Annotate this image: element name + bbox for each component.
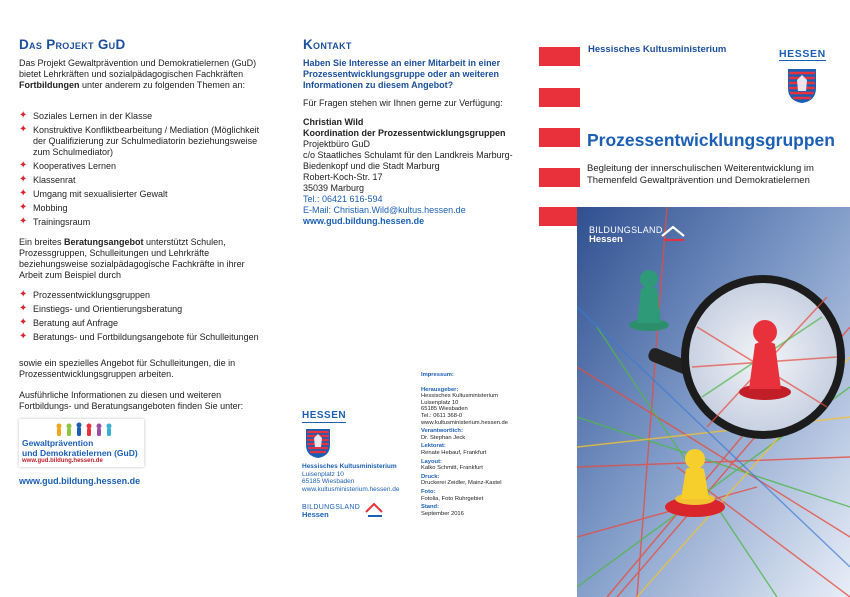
impressum-label: Foto: [421, 488, 436, 495]
contact-question: Haben Sie Interesse an einer Mitarbeit in einer Prozessentwicklungsgruppe oder an weiteren Informationen zu diesem Angebot? [303, 58, 501, 90]
contact-web-link[interactable]: www.gud.bildung.hessen.de [303, 216, 425, 226]
star-bullet-icon: ✦ [19, 289, 28, 300]
red-bar [539, 128, 580, 147]
brochure-subtitle: Begleitung der innerschulischen Weiterentwicklung im Themenfeld Gewaltprävention und Demokratielernen [587, 163, 814, 186]
bildungsland-arrow-icon [364, 500, 384, 520]
logo-line-1: Gewaltprävention [22, 438, 94, 448]
bl-line1: BILDUNGSLAND [589, 225, 663, 235]
impressum-label: Lektorat: [421, 443, 446, 450]
impressum-value: Fotolia, Foto Ruhrgebiet [421, 495, 484, 502]
list-item-text: Klassenrat [33, 175, 76, 185]
impressum-label: Stand: [421, 504, 440, 511]
gud-logo [19, 419, 144, 467]
star-bullet-icon: ✦ [19, 303, 28, 314]
list-item [19, 290, 269, 301]
impressum-value: Hessisches Kultusministerium [421, 393, 498, 400]
intro-bold: Fortbildungen [19, 80, 80, 90]
advice-text: Ein breites [19, 237, 65, 247]
advice-paragraph [19, 237, 269, 281]
star-bullet-icon: ✦ [19, 317, 28, 328]
impressum-value: Luisenplatz 10 [421, 399, 459, 406]
bildungsland-logo [589, 225, 663, 245]
contact-org: c/o Staatliches Schulamt für den Landkreis Marburg-Biedenkopf und die Stadt Marburg [303, 150, 513, 171]
contact-email-link[interactable]: E-Mail: Christian.Wild@kultus.hessen.de [303, 205, 466, 215]
contact-city: 35039 Marburg [303, 183, 365, 193]
star-bullet-icon: ✦ [19, 110, 28, 121]
impressum-title: Impressum: [421, 372, 454, 378]
impressum [421, 370, 531, 517]
hessen-logo [779, 44, 825, 104]
topic-list [19, 111, 269, 231]
project-title: Das Projekt GuD [19, 37, 126, 52]
impressum-value: 65185 Wiesbaden [421, 406, 468, 413]
list-item-text: Beratung auf Anfrage [33, 318, 119, 328]
impressum-label: Herausgeber: [421, 386, 459, 393]
footer-ministry: Hessisches Kultusministerium [302, 463, 397, 470]
list-item [19, 125, 269, 158]
list-item [19, 217, 269, 228]
footer-street: Luisenplatz 10 [302, 470, 344, 478]
impressum-value: Kalko Schmitt, Frankfurt [421, 465, 483, 472]
contact-name: Christian Wild [303, 117, 364, 127]
contact-address [303, 117, 528, 227]
gud-logo-url: www.gud.bildung.hessen.de [22, 458, 103, 464]
project-intro [19, 58, 264, 91]
star-bullet-icon: ✦ [19, 202, 28, 213]
list-item [19, 318, 269, 329]
panel-contact [280, 0, 532, 597]
list-item [19, 175, 269, 186]
list-item-text: Mobbing [33, 203, 68, 213]
bl-small-line1: BILDUNGSLAND [302, 504, 361, 512]
list-item [19, 332, 269, 343]
intro-text-end: unter anderem zu folgenden Themen an: [79, 80, 245, 90]
footer-web-link[interactable]: www.kultusministerium.hessen.de [302, 485, 400, 493]
list-item-text: Trainingsraum [33, 217, 91, 227]
impressum-label: Verantwortlich: [421, 428, 463, 435]
red-bar [539, 207, 577, 226]
hessen-wordmark: HESSEN [302, 410, 347, 421]
logo-line-2: und Demokratielernen (GuD) [22, 448, 138, 458]
advice-text-end: unterstützt Schulen, Prozessgruppen, Schulleitungen und Lehrkräfte beziehungsweise sozialpädagogische Fachkräfte in ihrer Arbeit zum Beispiel durch [19, 237, 245, 280]
cover-photo [577, 207, 850, 597]
list-item [19, 189, 269, 200]
hessen-coat-of-arms-icon [305, 428, 331, 459]
list-item-text: Beratungs- und Fortbildungsangebote für Schulleitungen [33, 332, 259, 342]
list-item-text: Kooperatives Lernen [33, 161, 117, 171]
panel-project [0, 0, 280, 597]
list-item [19, 203, 269, 214]
contact-title: Kontakt [303, 37, 352, 52]
impressum-value: September 2016 [421, 510, 464, 517]
hessen-coat-of-arms-icon [787, 68, 817, 104]
contact-phone: Tel.: 06421 616-594 [303, 194, 383, 204]
star-bullet-icon: ✦ [19, 331, 28, 342]
more-info-text: Ausführliche Informationen zu diesen und weiteren Fortbildungs- und Beratungsangeboten finden Sie unter: [19, 390, 244, 411]
special-offer-text: sowie ein spezielles Angebot für Schulleitungen, die in Prozessentwicklungsgruppen arbeiten. [19, 358, 236, 379]
gud-website-link[interactable]: www.gud.bildung.hessen.de [19, 476, 141, 486]
gud-logo-text [22, 438, 138, 458]
contact-office: Projektbüro GuD [303, 139, 371, 149]
list-item-text: Prozessentwicklungsgruppen [33, 290, 151, 300]
star-bullet-icon: ✦ [19, 160, 28, 171]
contact-street: Robert-Koch-Str. 17 [303, 172, 383, 182]
ministry-footer [302, 405, 402, 524]
impressum-value: Renate Hebauf, Frankfurt [421, 449, 487, 456]
advice-list [19, 290, 269, 346]
list-item [19, 111, 269, 122]
red-bar [539, 168, 580, 187]
red-bar [539, 88, 580, 107]
bildungsland-arrow-icon [659, 223, 687, 243]
star-bullet-icon: ✦ [19, 174, 28, 185]
list-item-text: Konstruktive Konfliktbearbeitung / Mediation (Möglichkeit der Qualifizierung zur Schulmediatorin beziehungsweise zum Schulmediator) [33, 125, 260, 157]
ministry-name: Hessisches Kultusministerium [588, 44, 727, 55]
list-item-text: Soziales Lernen in der Klasse [33, 111, 153, 121]
impressum-value: Dr. Stephan Jeck [421, 434, 466, 441]
contact-ask: Für Fragen stehen wir Ihnen gerne zur Verfügung: [303, 98, 503, 108]
impressum-label: Druck: [421, 473, 440, 480]
footer-city: 65185 Wiesbaden [302, 478, 355, 486]
magnifier-game-pieces-image [577, 207, 850, 597]
list-item-text: Einstiegs- und Orientierungsberatung [33, 304, 183, 314]
list-item [19, 304, 269, 315]
impressum-value: Druckerei Zeidler, Mainz-Kastel [421, 480, 502, 487]
bildungsland-logo-small [302, 504, 382, 524]
intro-text: Das Projekt Gewaltprävention und Demokratielernen (GuD) bietet Lehrkräften und sozialpädagogischen Fachkräften [19, 58, 257, 79]
bl-line2: Hessen [589, 234, 623, 245]
bl-small-line2: Hessen [302, 509, 329, 519]
panel-cover [532, 0, 850, 597]
impressum-label: Layout: [421, 458, 442, 465]
gud-logo-figures-icon [19, 419, 144, 439]
brochure-title: Prozessentwicklungsgruppen [587, 130, 835, 150]
contact-role: Koordination der Prozessentwicklungsgruppen [303, 128, 506, 138]
impressum-value: www.kultusministerium.hessen.de [421, 419, 508, 426]
impressum-value: Tel.: 0611 368-0 [421, 412, 463, 419]
star-bullet-icon: ✦ [19, 124, 28, 135]
star-bullet-icon: ✦ [19, 216, 28, 227]
list-item [19, 161, 269, 172]
star-bullet-icon: ✦ [19, 188, 28, 199]
advice-bold: Beratungsangebot [64, 237, 144, 247]
hessen-wordmark: HESSEN [779, 48, 826, 60]
list-item-text: Umgang mit sexualisierter Gewalt [33, 189, 168, 199]
red-bar [539, 47, 580, 66]
